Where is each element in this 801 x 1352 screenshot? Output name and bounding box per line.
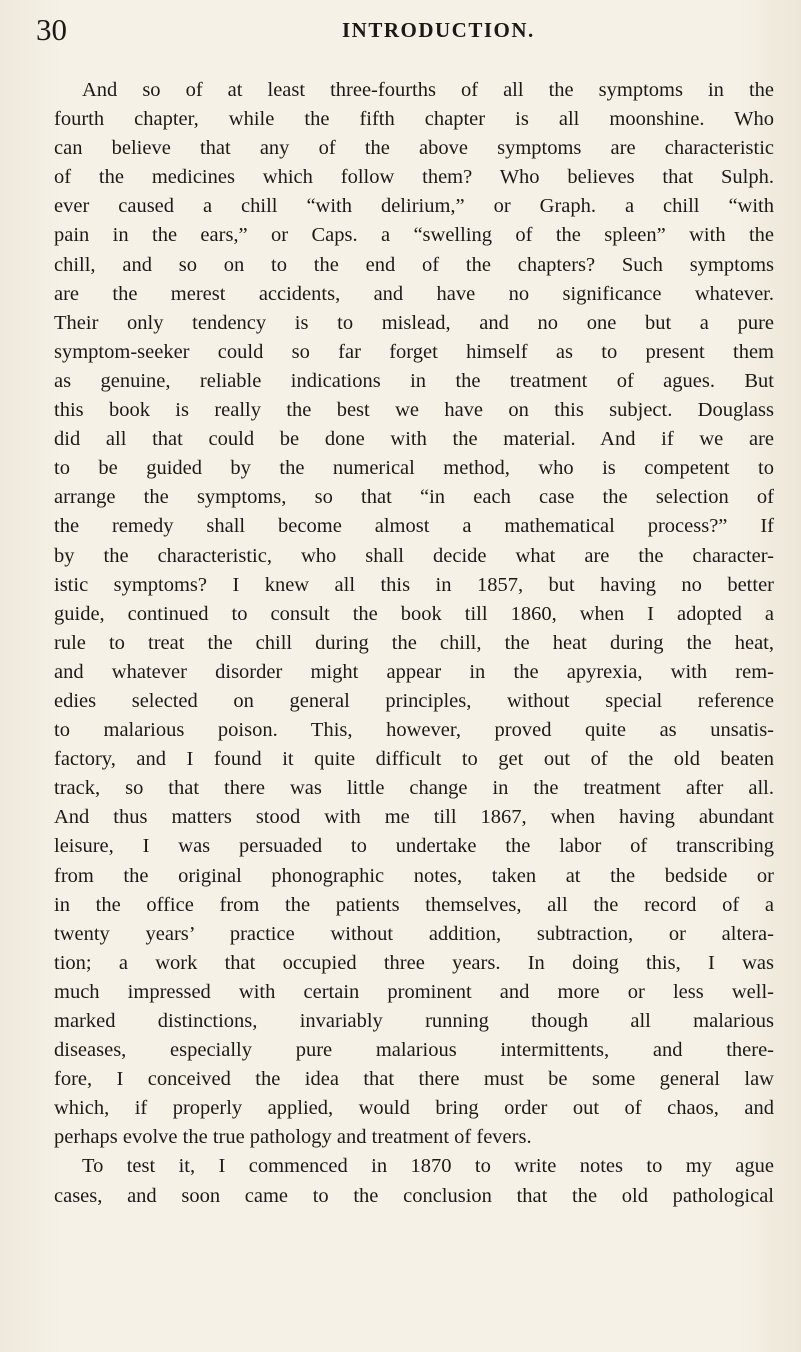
body-text [54,76,774,1211]
text-line: much impressed with certain prominent and more or less well- [54,980,774,1003]
text-line: rule to treat the chill during the chill, the heat during the heat, [54,631,774,654]
text-line: marked distinctions, invariably running though all malarious [54,1010,774,1032]
text-line: factory, and I found it quite difficult to get out of the old beaten [54,748,774,771]
text-line: diseases, especially pure malarious intermittents, and there- [54,1039,774,1062]
text-line: are the merest accidents, and have no significance whatever. [54,282,774,305]
text-line: fourth chapter, while the fifth chapter is all moonshine. Who [54,108,774,131]
text-line: track, so that there was little change in the treatment after all. [54,777,774,800]
text-line: of the medicines which follow them? Who believes that Sulph. [54,166,774,189]
text-line: can believe that any of the above symptoms are characteristic [54,137,774,160]
text-line: the remedy shall become almost a mathematical process?” If [54,515,774,538]
text-line: Their only tendency is to mislead, and no one but a pure [54,311,774,334]
text-line: in the office from the patients themselves, all the record of a [54,893,774,916]
text-line: guide, continued to consult the book till 1860, when I adopted a [54,602,774,625]
text-line: as genuine, reliable indications in the treatment of agues. But [54,369,774,392]
text-line: this book is really the best we have on this subject. Douglass [54,399,774,422]
text-line: did all that could be done with the material. And if we are [54,428,774,451]
text-line: to malarious poison. This, however, proved quite as unsatis- [54,719,774,742]
running-head: INTRODUCTION. [342,18,535,42]
text-line: tion; a work that occupied three years. In doing this, I was [54,951,774,974]
text-line: ever caused a chill “with delirium,” or Graph. a chill “with [54,195,774,218]
text-line: And so of at least three-fourths of all the symptoms in the [82,79,774,101]
text-line: chill, and so on to the end of the chapters? Such symptoms [54,253,774,276]
text-line: And thus matters stood with me till 1867, when having abundant [54,806,774,829]
page-header [0,10,801,50]
text-line: twenty years’ practice without addition, subtraction, or altera- [54,922,774,945]
text-line: edies selected on general principles, without special reference [54,689,774,712]
text-line: cases, and soon came to the conclusion that the old pathological [54,1184,774,1207]
text-line: fore, I conceived the idea that there must be some general law [54,1068,774,1091]
text-line: from the original phonographic notes, taken at the bedside or [54,864,774,887]
text-line: istic symptoms? I knew all this in 1857, but having no better [54,573,774,596]
text-line: arrange the symptoms, so that “in each case the selection of [54,486,774,509]
text-line: which, if properly applied, would bring order out of chaos, and [54,1097,774,1120]
text-line: perhaps evolve the true pathology and treatment of fevers. [54,1126,532,1149]
text-line: by the characteristic, who shall decide what are the character- [54,544,774,567]
page-number: 30 [36,12,67,47]
text-line: and whatever disorder might appear in the apyrexia, with rem- [54,660,774,683]
text-line: to be guided by the numerical method, who is competent to [54,457,774,480]
text-line: To test it, I commenced in 1870 to write notes to my ague [82,1155,774,1178]
text-line: pain in the ears,” or Caps. a “swelling of the spleen” with the [54,224,774,247]
text-line: leisure, I was persuaded to undertake the labor of transcribing [54,835,774,858]
text-line: symptom-seeker could so far forget himself as to present them [54,340,774,363]
